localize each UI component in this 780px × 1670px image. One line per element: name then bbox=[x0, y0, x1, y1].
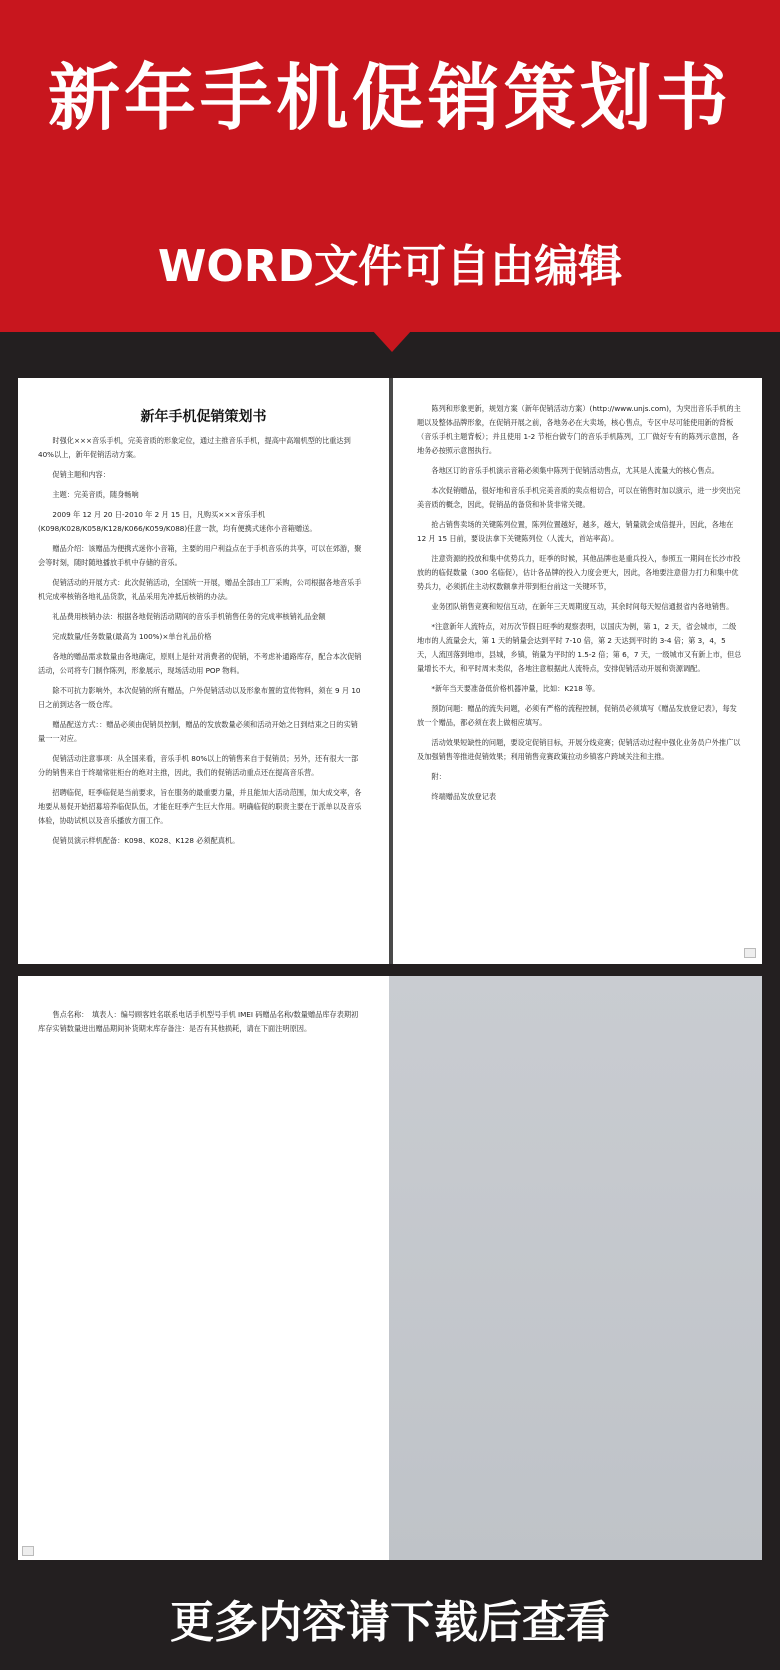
download-prompt: 更多内容请下载后查看 bbox=[170, 1597, 610, 1648]
paragraph: *新年当天要准备低价格机器冲量，比如：K218 等。 bbox=[431, 684, 600, 693]
document-page-3 bbox=[18, 976, 389, 1560]
paragraph: 附： bbox=[431, 772, 446, 781]
paragraph: 促销活动注意事项：从全国来看，音乐手机 80%以上的销售来自于促销员；另外，还有很大一部分的销售来自于终端常驻柜台的绝对主推，因此，我们的促销活动重点还在提高音乐营。 bbox=[38, 754, 359, 777]
page-corner-icon bbox=[744, 948, 756, 958]
paragraph: 各地的赠品需求数量由各地确定，原则上是针对消费者的促销，不考虑补通路库存，配合本次促销活动，公司将专门制作陈列，形象展示，现场活动用 POP 物料。 bbox=[38, 652, 362, 675]
paragraph: 招聘临促，旺季临促是当前要求，旨在服务的最重要力量，并且能加大活动范围，加大成交率，各地要从易促开始招募培养临促队伍，才能在旺季产生巨大作用。明确临促的职责主要在于派单以及音乐体验，协助试机以及音乐播放方面工作。 bbox=[38, 788, 362, 825]
paragraph: 促销活动的开展方式：此次促销活动，全国统一开展，赠品全部由工厂采购，公司根据各地音乐手机完成率核销各地礼品货款，礼品采用先冲抵后核销的办法。 bbox=[38, 578, 362, 601]
paragraph: *注意新年人流特点，对历次节假日旺季的观察表明，以国庆为例，第 1，2 天，省会城市，二级地市的人流量会大，第 1 天的销量会达到平时 7-10 倍，第 2 天达到平时的 3-4 倍；第 3，4，5 天，人流回落到地市，县城，乡镇，销量为平时的 1.5-2 倍；第 6，7 天，一级城市又有新上市，但总量增长不大，和平时周末类似，各地注意根据此人流特点，安排促销活动开展和资源调配。 bbox=[417, 622, 742, 673]
paragraph: 预防问题：赠品的流失问题，必须有严格的流程控制，促销员必须填写《赠品发放登记表》，每发放一个赠品，都必须在表上做相应填写。 bbox=[417, 704, 737, 727]
banner-pointer bbox=[372, 330, 412, 352]
paragraph: 赠品介绍：该赠品为便携式迷你小音箱，主要的用户利益点在于手机音乐的共享，可以在郊游，聚会等时刻，随时随地播放手机中存储的音乐。 bbox=[38, 544, 362, 567]
paragraph: 促销主题和内容： bbox=[52, 470, 110, 479]
paragraph: 促销员演示样机配备：K098、K028、K128 必须配真机。 bbox=[52, 836, 240, 845]
page-corner-icon bbox=[22, 1546, 34, 1556]
paragraph: 时强化×××音乐手机，完美音质的形象定位，通过主推音乐手机，提高中高端机型的比重达到 40%以上，新年促销活动方案。 bbox=[38, 436, 351, 459]
paragraph: 完成数量/任务数量(最高为 100%)×单台礼品价格 bbox=[52, 632, 212, 641]
page-3-body bbox=[18, 976, 389, 1036]
document-title: 新年手机促销策划书 bbox=[140, 409, 267, 425]
paragraph: 礼品费用核销办法：根据各地促销活动期间的音乐手机销售任务的完成率核销礼品金额 bbox=[52, 612, 326, 621]
paragraph: 业务团队销售竞赛和短信互动，在新年三天周期度互动，其余时间每天短信通报省内各地销售。 bbox=[431, 602, 734, 611]
paragraph: 赠品配送方式：：赠品必须由促销员控制，赠品的发放数量必须和活动开始之日到结束之日的实销量一一对应。 bbox=[38, 720, 358, 743]
paragraph: 抢占销售卖场的关键陈列位置，陈列位置越好，越多，越大，销量就会成倍提升，因此，各地在 12 月 15 日前，要设法拿下关键陈列位（人流大，首站率高）。 bbox=[417, 520, 734, 543]
main-title: 新年手机促销策划书 bbox=[47, 56, 732, 140]
paragraph: 本次促销赠品，很好地和音乐手机完美音质的卖点相切合，可以在销售时加以演示，进一步突出完美音质的概念，因此，促销品的备货和补货非常关键。 bbox=[417, 486, 741, 509]
paragraph: 注意资源的投放和集中优势兵力，旺季的时候，其他品牌也是重兵投入，参照五一期间在长沙市投放的的临促数量（300 名临促），估计各品牌的投入力度会更大，因此，各地要注意借力打力和集中优势兵力，必须抓住主动权数额拿并带到柜台前这一关键环节， bbox=[417, 554, 741, 591]
paragraph: 各地区订的音乐手机演示音箱必须集中陈列于促销活动售点，尤其是人流量大的核心售点。 bbox=[431, 466, 719, 475]
page-1-body bbox=[18, 434, 389, 848]
paragraph: 售点名称： 填表人：编号顾客姓名联系电话手机型号手机 IMEI 码赠品名称/数量赠品库存表期初库存实销数量进出赠品期间补货期末库存备注：是否有其他损耗，请在下面注明原因。 bbox=[38, 1010, 359, 1033]
page-2-body bbox=[393, 378, 762, 804]
paragraph: 陈列和形象更新，规划方案（新年促销活动方案）(http://www.unjs.com)，为突出音乐手机的主题以及整体品牌形象，在促销开展之前，各地务必在大卖场，核心售点，专区中尽可能使用新的背板（音乐手机主题背板）；并且使用 1-2 节柜台做专门的音乐手机陈列，工厂做好专有的陈列示意图，各地务必按照示意图执行。 bbox=[417, 404, 741, 455]
paragraph: 终端赠品发放登记表 bbox=[431, 792, 497, 801]
subtitle: WORD文件可自由编辑 bbox=[157, 241, 623, 292]
paragraph: 2009 年 12 月 20 日-2010 年 2 月 15 日，凡购买×××音乐手机(K098/K028/K058/K128/K066/K059/K088)任意一款，均有便携式迷你小音箱赠送。 bbox=[38, 510, 317, 533]
paragraph: 主题：完美音质，随身畅响 bbox=[52, 490, 139, 499]
paragraph: 除不可抗力影响外，本次促销的所有赠品，户外促销活动以及形象布置的宣传物料，须在 9 月 10 日之前到达各一级仓库。 bbox=[38, 686, 361, 709]
document-page-1 bbox=[18, 378, 389, 964]
paragraph: 活动效果短缺性的问题，要设定促销目标，开展分线竞赛；促销活动过程中强化业务员户外推广以及加强销售等推进促销效果；利用销售竞赛政策拉动乡镇客户跨域关注和主推。 bbox=[417, 738, 741, 761]
document-page-2 bbox=[393, 378, 762, 964]
empty-page-area bbox=[389, 976, 762, 1560]
